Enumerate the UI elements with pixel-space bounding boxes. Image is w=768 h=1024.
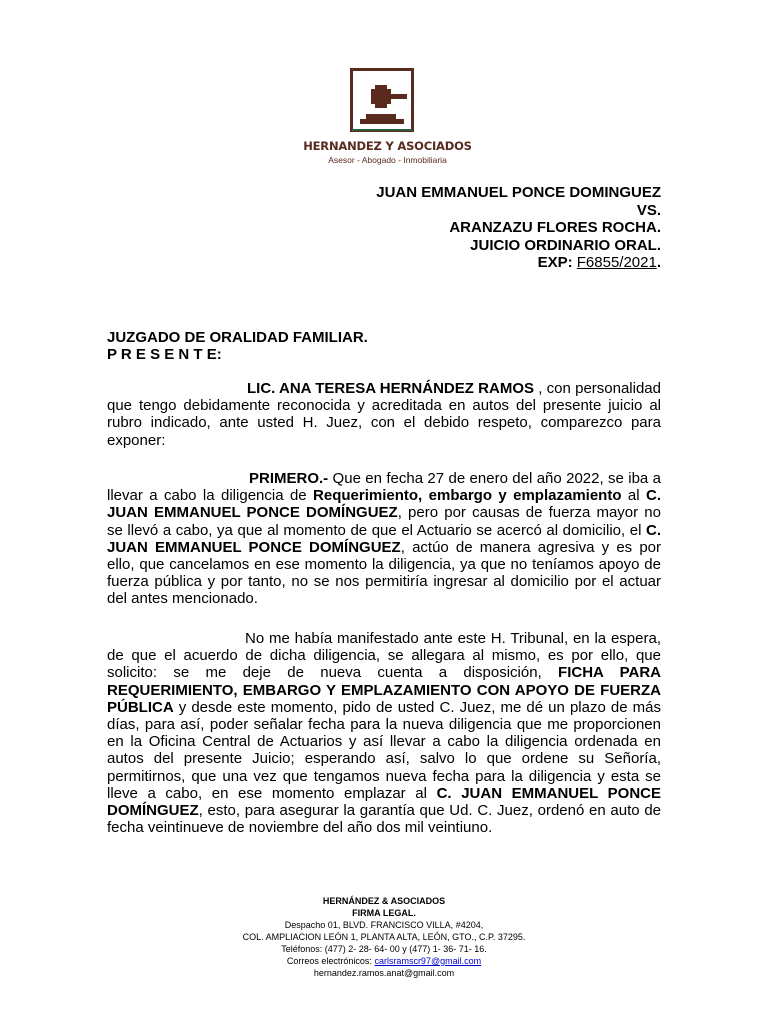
request-paragraph: [107, 630, 661, 836]
versus-line: VS.: [636, 201, 661, 219]
p2-bold-1: Requerimiento, embargo y emplazamiento: [313, 487, 622, 505]
defendant-line: ARANZAZU FLORES ROCHA.: [449, 219, 661, 236]
footer-address-1: Despacho 01, BLVD. FRANCISCO VILLA, #4204,: [284, 920, 484, 930]
letterhead-footer: [0, 895, 768, 979]
p2-bold-3: C. JUAN EMMANUEL PONCE DOMÍNGUEZ: [107, 521, 661, 556]
exp-end: .: [656, 254, 661, 271]
footer-firm-name: HERNÁNDEZ & ASOCIADOS: [322, 896, 446, 906]
p2-text-4: , actúo de manera agresiva y es por ello, que cancelamos en ese momento la diligencia, ya que no teníamos apoyo de fuerza pública y por tanto, no se nos permitiría ingresar al domicilio por el actuar del antes mencionado.: [107, 538, 661, 608]
email-2: hernandez.ramos.anat@gmail.com: [313, 968, 455, 978]
p2-text-2: al: [621, 487, 646, 505]
logo-firm-name: HERNANDEZ Y ASOCIADOS: [303, 139, 472, 153]
intro-text: , con personalidad que tengo debidamente reconocida y acreditada en autos del presente juicio al rubro indicado, ante usted H. Juez, con el debido respeto, comparezco para exponer:: [107, 380, 661, 449]
p3-bold-1: FICHA PARA REQUERIMIENTO, EMBARGO Y EMPLAZAMIENTO CON APOYO DE FUERZA PÚBLICA: [107, 664, 662, 716]
plaintiff-line: JUAN EMMANUEL PONCE DOMINGUEZ: [376, 184, 661, 201]
presente-line: P R E S E N T E:: [107, 346, 222, 363]
email-link-1[interactable]: carlsramscr97@gmail.com: [374, 956, 482, 966]
gavel-icon: [300, 56, 475, 140]
footer-address-2: COL. AMPLIACION LEÓN 1, PLANTA ALTA, LEÓN, GTO., C.P. 37295.: [242, 932, 526, 942]
p2-text-3: , pero por causas de fuerza mayor no se llevó a cabo, ya que al momento de que el Actuario se acercó al domicilio, el: [107, 504, 661, 539]
p2-bold-2: C. JUAN EMMANUEL PONCE DOMÍNGUEZ: [107, 487, 661, 522]
exp-label: EXP:: [537, 254, 573, 271]
p3-text-1: No me había manifestado ante este H. Tribunal, en la espera, de que el acuerdo de dicha diligencia, se allegara al mismo, es por ello, que solicito: se me deje de nueva cuenta a disposición,: [107, 630, 661, 682]
first-point-paragraph: [107, 470, 661, 608]
p3-bold-2: C. JUAN EMMANUEL PONCE DOMÍNGUEZ: [107, 784, 661, 820]
footer-firm-subtitle: FIRMA LEGAL.: [352, 908, 416, 918]
logo-tagline: Asesor - Abogado - Inmobiliaria: [328, 155, 447, 165]
footer-phones: Teléfonos: (477) 2- 28- 64- 00 y (477) 1- 36- 71- 16.: [281, 944, 487, 954]
firm-logo: [300, 56, 475, 176]
court-addressee: [107, 329, 368, 363]
footer-emails: [0, 955, 768, 967]
primero-label: PRIMERO.-: [249, 470, 329, 487]
email-label: Correos electrónicos:: [286, 956, 375, 966]
p3-text-3: , esto, para asegurar la garantía que Ud. C. Juez, ordenó en auto de fecha veintinueve de noviembre del año dos mil veintiuno.: [107, 802, 661, 837]
expediente-line: [376, 254, 661, 272]
intro-paragraph: [107, 380, 661, 449]
p3-text-2: y desde este momento, pido de usted C. Juez, me dé un plazo de más días, para así, poder señalar fecha para la nueva diligencia que me proporcionen en la Oficina Central de Actuarios y así llevar a cabo la diligencia ordenada en autos del presente Juicio; esperando así, salvo lo que ordene su Señoría, permitirnos, que una vez que tengamos nueva fecha para la diligencia y esta se lleve a cabo, en ese momento emplazar al: [107, 698, 661, 802]
trial-type-line: JUICIO ORDINARIO ORAL.: [470, 236, 661, 254]
court-name: JUZGADO DE ORALIDAD FAMILIAR.: [107, 329, 368, 346]
case-header: [376, 184, 661, 272]
lawyer-name: LIC. ANA TERESA HERNÁNDEZ RAMOS: [247, 380, 534, 397]
exp-value: F6855/2021: [576, 254, 657, 271]
p2-text-1: Que en fecha 27 de enero del año 2022, se iba a llevar a cabo la diligencia de: [107, 470, 661, 505]
